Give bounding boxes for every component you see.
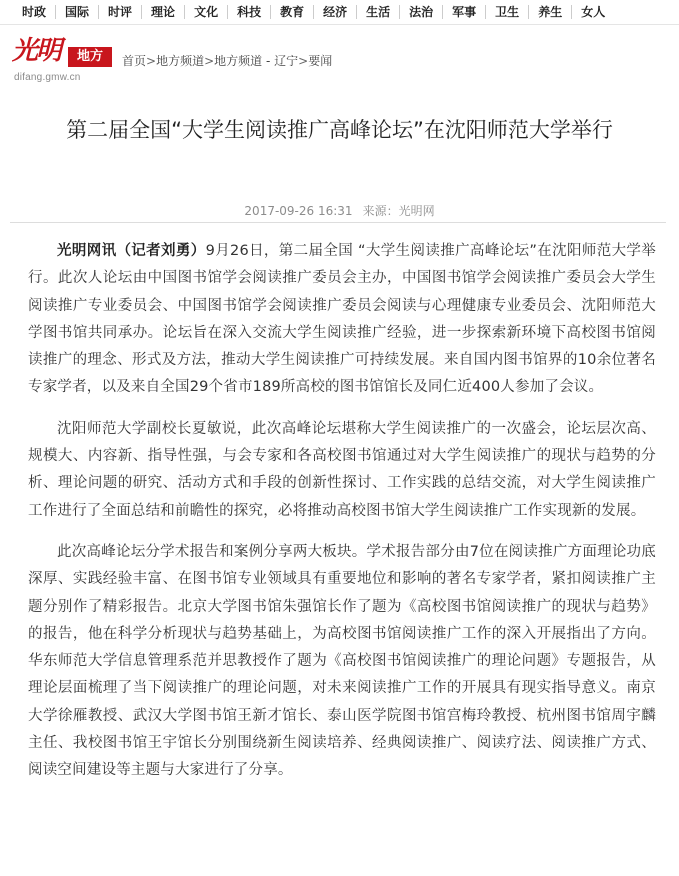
breadcrumb-local-channel[interactable]: 地方频道 (156, 54, 205, 68)
breadcrumb-separator: > (298, 54, 309, 68)
nav-item-technology[interactable]: 科技 (228, 5, 271, 19)
nav-item-wellness[interactable]: 养生 (529, 5, 572, 19)
nav-item-economy[interactable]: 经济 (314, 5, 357, 19)
article-source: 来源：光明网 (362, 204, 435, 218)
nav-item-military[interactable]: 军事 (443, 5, 486, 19)
article-paragraph-text: 9月26日，第二届全国 “大学生阅读推广高峰论坛”在沈阳师范大学举行。此次人论坛由中国图书馆学会阅读推广委员会主办，中国图书馆学会阅读推广委员会大学生阅读推广专业委员会、中国图书馆学会阅读推广委员会阅读与心理健康专业委员会、沈阳师范大学图书馆共同承办。论坛旨在深入交流大学生阅读推广经验，进一步探索新环境下高校图书馆阅读推广的理念、形式及方法，推动大学生阅读推广可持续发展。来自国内图书馆界的10余位著名专家学者，以及来自全国29个省市189所高校的图书馆馆长及同仁近400人参加了会议。 (28, 243, 656, 396)
header-divider (10, 222, 666, 223)
breadcrumb-home[interactable]: 首页 (122, 54, 147, 68)
breadcrumb-news[interactable]: 要闻 (308, 54, 333, 68)
breadcrumb-separator: > (204, 54, 215, 68)
breadcrumb (122, 52, 332, 69)
nav-item-international[interactable]: 国际 (56, 5, 99, 19)
nav-item-theory[interactable]: 理论 (142, 5, 185, 19)
nav-item-law[interactable]: 法治 (400, 5, 443, 19)
logo-channel-badge: 地方 (68, 47, 112, 67)
nav-item-politics[interactable]: 时政 (0, 5, 56, 19)
breadcrumb-separator: > (146, 54, 157, 68)
nav-item-culture[interactable]: 文化 (185, 5, 228, 19)
nav-item-health[interactable]: 卫生 (486, 5, 529, 19)
top-nav-list (0, 0, 679, 24)
logo-url: difang.gmw.cn (14, 72, 81, 83)
logo-mark: 光明 (12, 36, 61, 66)
article-paragraph: 沈阳师范大学副校长夏敏说，此次高峰论坛堪称大学生阅读推广的一次盛会，论坛层次高、规模大、内容新、指导性强，与会专家和各高校图书馆通过对大学生阅读推广的现状与趋势的分析、理论问题的研究、活动方式和手段的创新性探讨、工作实践的总结交流，对大学生阅读推广工作进行了全面总结和前瞻性的探究，必将推动高校图书馆大学生阅读推广工作实现新的发展。 (28, 420, 656, 519)
article-date: 2017-09-26 16:31 (244, 204, 353, 218)
nav-item-life[interactable]: 生活 (357, 5, 400, 19)
article-paragraph: 此次高峰论坛分学术报告和案例分享两大板块。学术报告部分由7位在阅读推广方面理论功底深厚、实践经验丰富、在图书馆专业领域具有重要地位和影响的著名专家学者，紧扣阅读推广主题分别作了精彩报告。北京大学图书馆朱强馆长作了题为《高校图书馆阅读推广的现状与趋势》的报告，他在科学分析现状与趋势基础上，为高校图书馆阅读推广工作的深入开展指出了方向。华东师范大学信息管理系范并思教授作了题为《高校图书馆阅读推广的理论问题》专题报告，从理论层面梳理了当下阅读推广的理论问题，对未来阅读推广工作的开展具有现实指导意义。南京大学徐雁教授、武汉大学图书馆王新才馆长、泰山医学院图书馆宫梅玲教授、杭州图书馆周宇麟主任、我校图书馆王宇馆长分别围绕新生阅读培养、经典阅读推广、阅读疗法、阅读推广方式、阅读空间建设等主题与大家进行了分享。 (28, 543, 656, 779)
article-lead: 光明网讯（记者刘勇） (57, 243, 206, 259)
article-title: 第二届全国“大学生阅读推广高峰论坛”在沈阳师范大学举行 (66, 118, 613, 142)
nav-item-education[interactable]: 教育 (271, 5, 314, 19)
nav-item-women[interactable]: 女人 (581, 5, 606, 19)
breadcrumb-liaoning[interactable]: 地方频道 - 辽宁 (214, 54, 299, 68)
article-header (20, 114, 659, 146)
site-logo[interactable] (8, 34, 118, 83)
article-meta (0, 202, 679, 219)
article-body (28, 238, 656, 799)
article-paragraph (28, 238, 656, 402)
nav-item-commentary[interactable]: 时评 (99, 5, 142, 19)
top-navigation (0, 0, 679, 25)
